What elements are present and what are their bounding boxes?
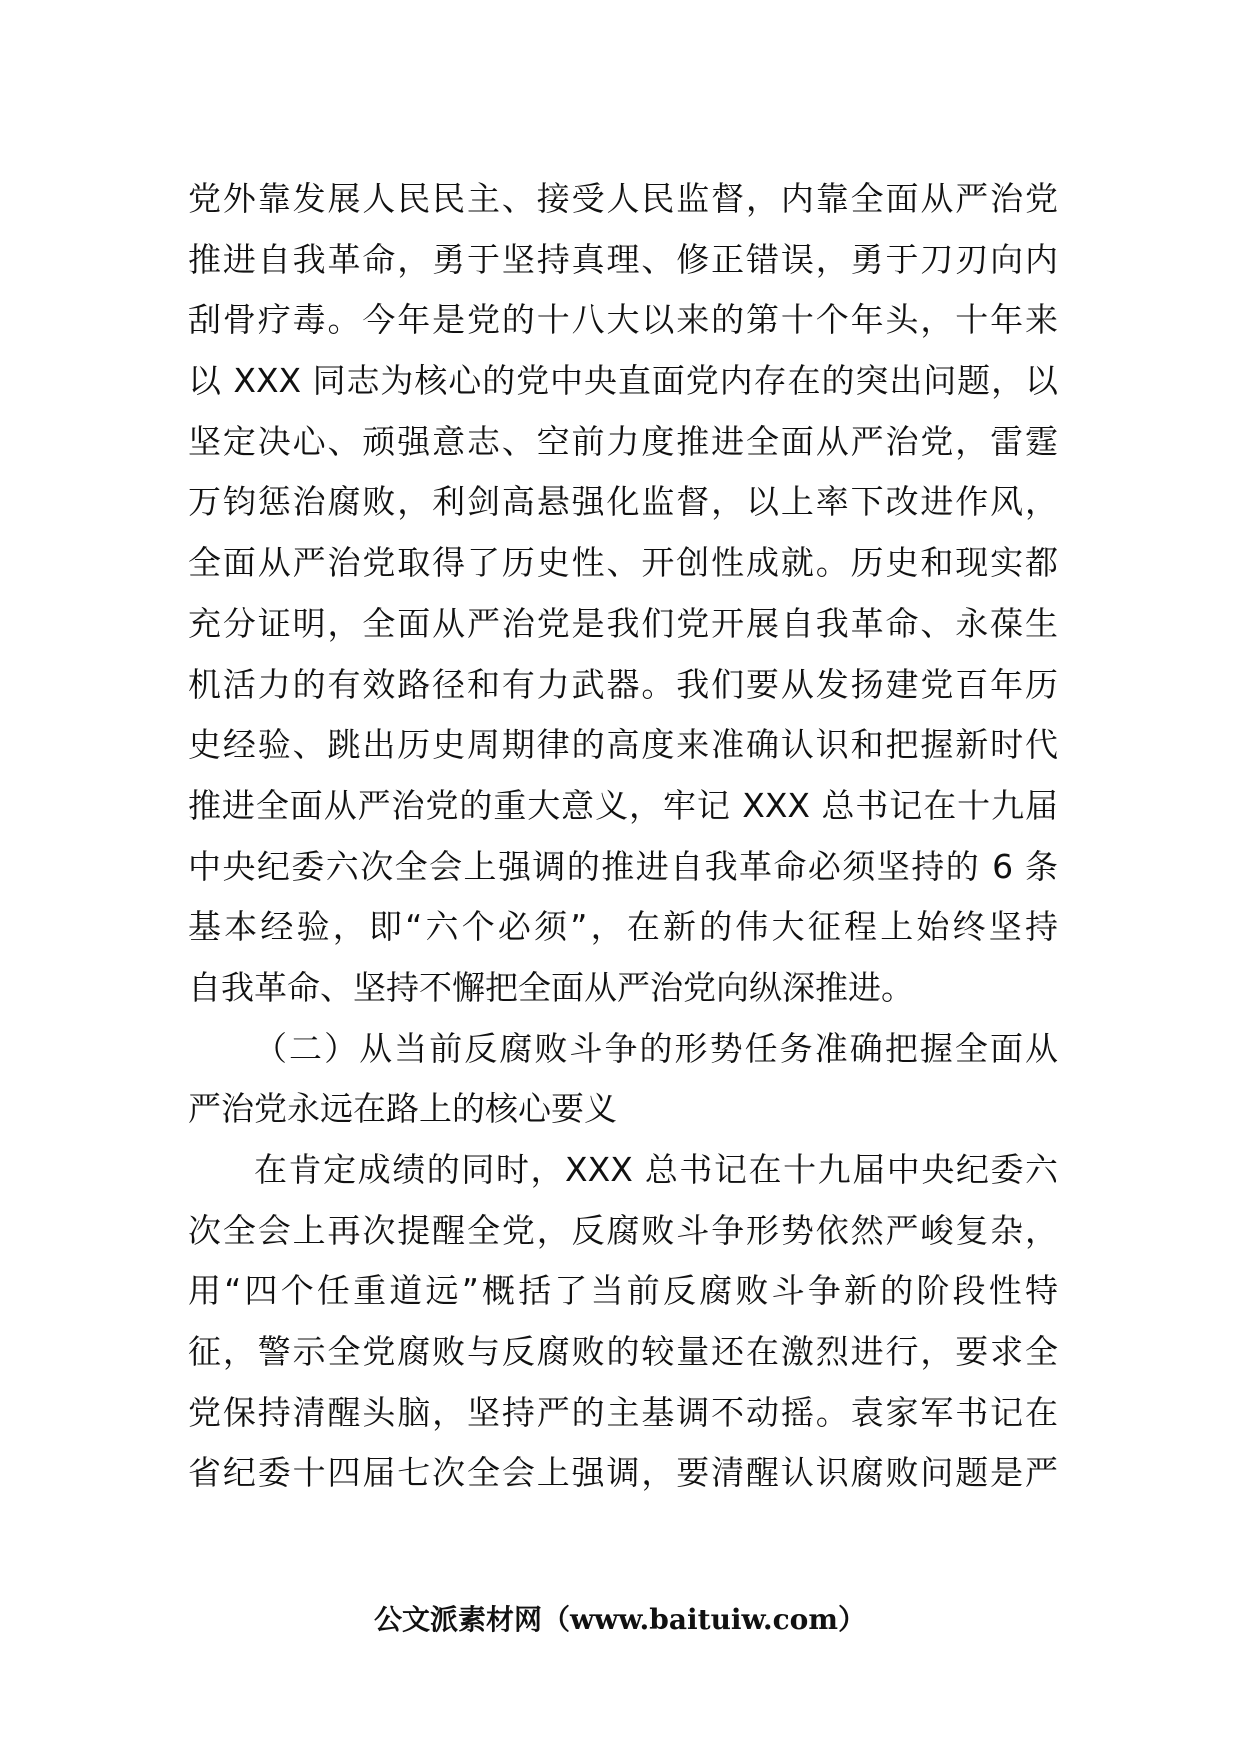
text-line: 史经验、跳出历史周期律的高度来准确认识和把握新时代 (188, 725, 1058, 765)
text-line: 自我革命、坚持不懈把全面从严治党向纵深推进。 (188, 967, 914, 1007)
text-line: 省纪委十四届七次全会上强调，要清醒认识腐败问题是严 (188, 1453, 1058, 1493)
text-line: 次全会上再次提醒全党，反腐败斗争形势依然严峻复杂， (188, 1210, 1058, 1250)
text-line: 中央纪委六次全会上强调的推进自我革命必须坚持的 6 条 (188, 846, 1058, 886)
text-line: 刮骨疗毒。今年是党的十八大以来的第十个年头，十年来 (188, 300, 1058, 340)
text-line: 基本经验，即“六个必须”，在新的伟大征程上始终坚持 (188, 907, 1058, 947)
text-line: 万钧惩治腐败，利剑高悬强化监督，以上率下改进作风， (188, 482, 1058, 522)
paragraph-1 (188, 169, 1058, 1019)
section-heading (188, 1019, 1058, 1140)
document-body (188, 169, 1058, 1504)
text-line: 推进全面从严治党的重大意义，牢记 XXX 总书记在十九届 (188, 785, 1058, 825)
text-line: 充分证明，全面从严治党是我们党开展自我革命、永葆生 (188, 603, 1058, 643)
heading-line: 严治党永远在路上的核心要义 (188, 1089, 617, 1129)
paragraph-3 (188, 1140, 1058, 1504)
text-line: 用“四个任重道远”概括了当前反腐败斗争新的阶段性特 (188, 1271, 1058, 1311)
text-line: 以 XXX 同志为核心的党中央直面党内存在的突出问题，以 (188, 361, 1058, 401)
text-line: 机活力的有效路径和有力武器。我们要从发扬建党百年历 (188, 664, 1058, 704)
text-line: 党外靠发展人民民主、接受人民监督，内靠全面从严治党 (188, 179, 1058, 218)
text-line: 在肯定成绩的同时，XXX 总书记在十九届中央纪委六 (254, 1150, 1058, 1189)
text-line: 党保持清醒头脑，坚持严的主基调不动摇。袁家军书记在 (188, 1392, 1058, 1432)
text-line: 推进自我革命，勇于坚持真理、修正错误，勇于刀刃向内 (188, 239, 1058, 279)
page-footer-watermark: 公文派素材网（www.baituiw.com） (374, 1603, 866, 1636)
text-line: 坚定决心、顽强意志、空前力度推进全面从严治党，雷霆 (188, 421, 1058, 461)
text-line: 全面从严治党取得了历史性、开创性成就。历史和现实都 (188, 543, 1058, 583)
heading-line: （二）从当前反腐败斗争的形势任务准确把握全面从 (254, 1028, 1058, 1068)
text-line: 征，警示全党腐败与反腐败的较量还在激烈进行，要求全 (188, 1332, 1058, 1372)
